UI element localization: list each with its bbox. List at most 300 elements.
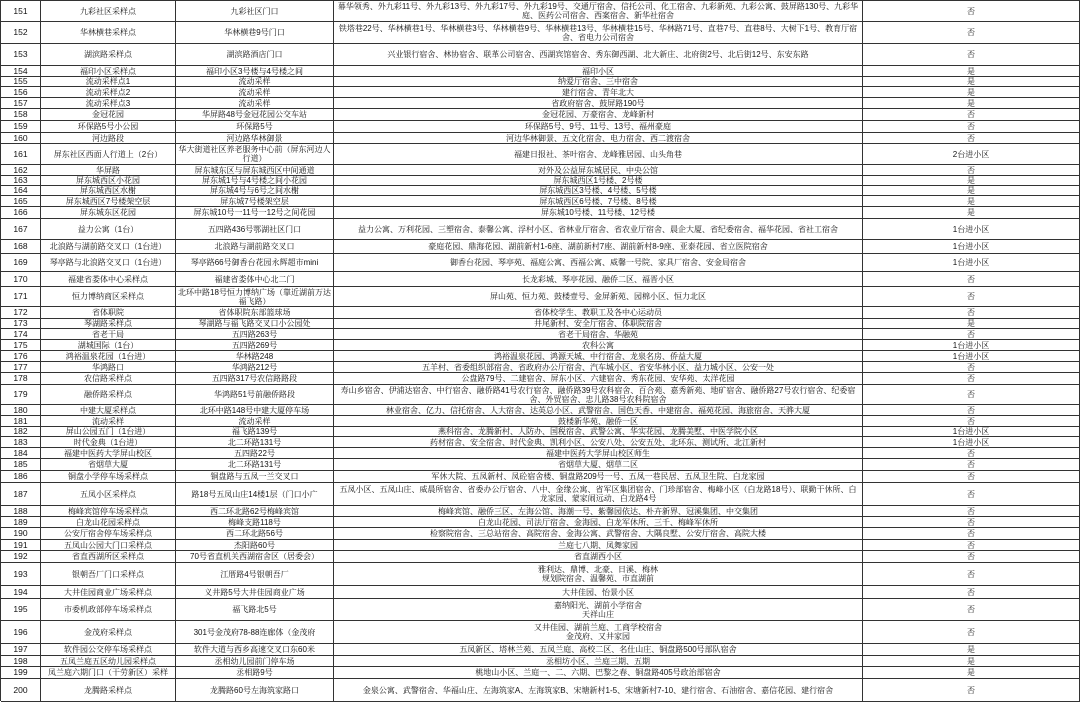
status-cell: 是 [863, 176, 1080, 186]
sampling-point-name: 时代金典（1台进） [41, 437, 176, 448]
row-number: 164 [1, 186, 41, 196]
coverage-area: 福建中医药大学屏山校区师生 [334, 448, 863, 459]
sampling-point-name: 益力公寓（1台） [41, 219, 176, 240]
row-number: 187 [1, 483, 41, 506]
coverage-area: 检察院宿舍、三总站宿舍、高院宿舍、金海公寓、武警宿舍、大隅良墅、公安厅宿舍、高院大楼 [334, 528, 863, 540]
coverage-area: 屏山苑、恒力苑、鼓楼壹号、金屏新苑、园棉小区、恒力北区 [334, 287, 863, 307]
sampling-point-address: 北二环路131号 [176, 459, 334, 471]
coverage-area: 鸿裕温泉花园、鸿源天城、中行宿舍、龙泉名房、侨益大厦 [334, 351, 863, 362]
coverage-area: 御香台花园、琴亭苑、福庭公寓、西福公寓、威馨一号院、家具厂宿舍、安金局宿舍 [334, 254, 863, 272]
sampling-point-name: 琴湖路采样点 [41, 319, 176, 329]
coverage-area: 屏东城10号楼、11号楼、12号楼 [334, 207, 863, 219]
table-row [1, 656, 1080, 667]
coverage-area: 环保路5号、9号、11号、13号、福州豪庭 [334, 121, 863, 133]
sampling-point-address: 福建省娄体中心北二门 [176, 272, 334, 287]
table-row [1, 77, 1080, 87]
status-cell: 1台进小区 [863, 351, 1080, 362]
coverage-area: 五凤新区、塔林兰苑、五凤兰庭、高校二区、名仕山庄、铜盘路500号部队宿舍 [334, 644, 863, 656]
sampling-point-name: 软件园公交停车场采样点 [41, 644, 176, 656]
status-cell: 是 [863, 667, 1080, 679]
sampling-point-name: 融侨路采样点 [41, 385, 176, 405]
sampling-point-address: 河边路华林御景 [176, 133, 334, 144]
row-number: 177 [1, 362, 41, 373]
status-cell: 1台进小区 [863, 219, 1080, 240]
table-row [1, 644, 1080, 656]
status-cell: 否 [863, 405, 1080, 416]
sampling-point-address: 省体职院东部篮球场 [176, 307, 334, 319]
sampling-point-name: 中建大厦采样点 [41, 405, 176, 416]
sampling-point-name: 屏山公园五门（1台进） [41, 427, 176, 437]
row-number: 198 [1, 656, 41, 667]
row-number: 166 [1, 207, 41, 219]
row-number: 182 [1, 427, 41, 437]
status-cell: 否 [863, 385, 1080, 405]
status-cell: 否 [863, 679, 1080, 702]
table-row [1, 471, 1080, 483]
status-cell: 否 [863, 586, 1080, 599]
status-cell: 否 [863, 121, 1080, 133]
status-cell: 否 [863, 517, 1080, 528]
status-cell: 否 [863, 44, 1080, 66]
status-cell: 否 [863, 373, 1080, 385]
row-number: 173 [1, 319, 41, 329]
status-cell: 是 [863, 87, 1080, 98]
sampling-point-name: 河边路段 [41, 133, 176, 144]
sampling-point-name: 屏东城西区小花园 [41, 176, 176, 186]
table-row [1, 586, 1080, 599]
sampling-point-address: 五四路263号 [176, 329, 334, 340]
table-row [1, 165, 1080, 176]
coverage-area: 鼓楼新华苑、融侨一区 [334, 416, 863, 427]
status-cell: 否 [863, 459, 1080, 471]
row-number: 178 [1, 373, 41, 385]
table-row [1, 121, 1080, 133]
row-number: 168 [1, 240, 41, 254]
table-row [1, 483, 1080, 506]
coverage-area: 桃地山小区、兰庭一、二、六期、巴黎之春、铜盘路405号政治部宿舍 [334, 667, 863, 679]
sampling-point-name: 北浪路与湖前路交叉口（1台进） [41, 240, 176, 254]
sampling-point-name: 福建中医药大学屏山校区 [41, 448, 176, 459]
coverage-area: 兰庭七八期、凤舞家园 [334, 540, 863, 551]
coverage-area: 五羊村、省委组织部宿舍、省政府办公厅宿舍、汽车城小区、省安华林小区、益力城小区、公安一处 [334, 362, 863, 373]
table-row [1, 272, 1080, 287]
status-cell: 否 [863, 563, 1080, 586]
coverage-area: 又井佳园、湖前兰庭、工商学校宿舍 金茂府、又井家园 [334, 621, 863, 644]
coverage-area: 省政府宿舍、鼓屏路190号 [334, 98, 863, 109]
sampling-point-address: 屏东城10号一11号一12号之间花园 [176, 207, 334, 219]
table-row [1, 621, 1080, 644]
sampling-point-address: 北环中路148号中建大厦停车场 [176, 405, 334, 416]
sampling-point-address: 华林路248 [176, 351, 334, 362]
row-number: 200 [1, 679, 41, 702]
status-cell: 是 [863, 186, 1080, 196]
coverage-area: 金泉公寓、武警宿舍、华福山庄、左海筑家A、左海筑家B、宋塘新村1-5、宋塘新村7-10、建行宿舍、石油宿舍、嘉信花园、建行宿舍 [334, 679, 863, 702]
sampling-point-address: 屏东城4号与6号之间水榭 [176, 186, 334, 196]
row-number: 161 [1, 144, 41, 165]
sampling-point-address: 杰阳路60号 [176, 540, 334, 551]
sampling-point-name: 省直西湖所区采样点 [41, 551, 176, 563]
sampling-point-address: 龙腾路60号左海筑家路口 [176, 679, 334, 702]
status-cell: 否 [863, 528, 1080, 540]
sampling-point-name: 梅峰宾馆停车场采样点 [41, 506, 176, 517]
coverage-area: 军休大院、五凤新村、凤砼宿舍楼、铜盘路209号一号、五凤一巷民居、五凤卫生院、白龙家园 [334, 471, 863, 483]
coverage-area: 铁塔巷22号、华林横巷1号、华林横巷3号、华林横巷9号、华林横巷13号、华林横巷15号、华林路71号、直巷7号、直巷8号、大树下1号、教育厅宿舍、省电力公司宿舍 [334, 22, 863, 44]
sampling-point-name: 屏东城东区花园 [41, 207, 176, 219]
status-cell: 否 [863, 109, 1080, 121]
row-number: 156 [1, 87, 41, 98]
sampling-point-address: 屏东城7号楼架空层 [176, 196, 334, 207]
coverage-area: 益力公寓、万利花园、三塑宿舍、泰馨公寓、浮村小区、省林业厅宿舍、省农业厅宿舍、晨企大厦、省纪委宿舍、福华花园、省社工宿舍 [334, 219, 863, 240]
sampling-point-address: 70号省直机关西湖宿舍区（居委会） [176, 551, 334, 563]
table-row [1, 207, 1080, 219]
sampling-point-address: 流动采样 [176, 87, 334, 98]
status-cell: 是 [863, 207, 1080, 219]
row-number: 193 [1, 563, 41, 586]
status-cell: 否 [863, 1, 1080, 22]
table-row [1, 44, 1080, 66]
row-number: 165 [1, 196, 41, 207]
status-cell: 否 [863, 599, 1080, 621]
status-cell: 2台进小区 [863, 144, 1080, 165]
table-row [1, 667, 1080, 679]
row-number: 160 [1, 133, 41, 144]
row-number: 194 [1, 586, 41, 599]
sampling-point-name: 福印小区采样点 [41, 66, 176, 77]
table-row [1, 144, 1080, 165]
sampling-point-address: 屏东城东区与屏东城西区中间通道 [176, 165, 334, 176]
table-row [1, 551, 1080, 563]
status-cell: 否 [863, 506, 1080, 517]
sampling-point-name: 五凤山公园大门口采样点 [41, 540, 176, 551]
table-row [1, 22, 1080, 44]
row-number: 169 [1, 254, 41, 272]
coverage-area: 建行宿舍、青年北大 [334, 87, 863, 98]
coverage-area: 农科公寓 [334, 340, 863, 351]
table-row [1, 351, 1080, 362]
status-cell: 是 [863, 196, 1080, 207]
table-row [1, 98, 1080, 109]
status-cell: 是 [863, 98, 1080, 109]
row-number: 157 [1, 98, 41, 109]
status-cell: 1台进小区 [863, 427, 1080, 437]
sampling-point-name: 省体职院 [41, 307, 176, 319]
coverage-area: 长龙彩城、琴亭花园、融侨二区、福晋小区 [334, 272, 863, 287]
sampling-point-address: 丞相路9号 [176, 667, 334, 679]
sampling-point-name: 鸿裕温泉花园（1台进） [41, 351, 176, 362]
sampling-point-name: 银朝吾厂门口采样点 [41, 563, 176, 586]
row-number: 191 [1, 540, 41, 551]
sampling-point-address: 流动采样 [176, 77, 334, 87]
status-cell: 是 [863, 319, 1080, 329]
table-row [1, 362, 1080, 373]
sampling-point-name: 流动采样点2 [41, 87, 176, 98]
coverage-area: 林业宿舍、亿力、信托宿舍、人大宿舍、达英总小区、武警宿舍、国色天香、中建宿舍、福苑花园、海旅宿舍、天骅大厦 [334, 405, 863, 416]
coverage-area: 省烟草大厦、烟草二区 [334, 459, 863, 471]
coverage-area: 对外及公益屏东城居民、中央公馆 [334, 165, 863, 176]
sampling-point-name: 大井佳园商业广场采样点 [41, 586, 176, 599]
coverage-area: 大井佳园、怡景小区 [334, 586, 863, 599]
row-number: 159 [1, 121, 41, 133]
table-row [1, 1, 1080, 22]
sampling-point-name: 农信路采样点 [41, 373, 176, 385]
table-row [1, 109, 1080, 121]
sampling-point-address: 北浪路与湖前路交叉口 [176, 240, 334, 254]
sampling-point-address: 湖滨路酒店门口 [176, 44, 334, 66]
status-cell: 否 [863, 307, 1080, 319]
status-cell: 是 [863, 77, 1080, 87]
row-number: 158 [1, 109, 41, 121]
table-row [1, 176, 1080, 186]
table-row [1, 427, 1080, 437]
sampling-point-address: 流动采样 [176, 416, 334, 427]
row-number: 162 [1, 165, 41, 176]
sampling-point-name: 省老干局 [41, 329, 176, 340]
status-cell: 否 [863, 551, 1080, 563]
coverage-area: 豪庭花园、鼎海花园、湖前新村1-6座、湖前新村7座、湖前新村8-9座、亚泰花园、省立医院宿舍 [334, 240, 863, 254]
sampling-point-name: 铜盘小学停车场采样点 [41, 471, 176, 483]
coverage-area: 屏东城西区3号楼、4号楼、5号楼 [334, 186, 863, 196]
sampling-point-address: 路18号五凤山庄14楼1层（门口小广 [176, 483, 334, 506]
row-number: 152 [1, 22, 41, 44]
row-number: 195 [1, 599, 41, 621]
sampling-point-address: 软件大道与西乡高速交叉口东60米 [176, 644, 334, 656]
coverage-area: 省体校学生、教职工及各中心运动员 [334, 307, 863, 319]
sampling-point-address: 华屏路48号金冠花园公交车站 [176, 109, 334, 121]
row-number: 153 [1, 44, 41, 66]
sampling-point-address: 北环中路18号恒力博纳广场（靠近湖前万达福飞路） [176, 287, 334, 307]
sampling-point-address: 丞相幼儿园前门停车场 [176, 656, 334, 667]
row-number: 181 [1, 416, 41, 427]
sampling-point-name: 凤兰庭六期门口（干劳新区）采样 [41, 667, 176, 679]
sampling-point-name: 湖城国际（1台） [41, 340, 176, 351]
table-row [1, 448, 1080, 459]
table-row [1, 528, 1080, 540]
sampling-point-address: 义井路5号大井佳园商业广场 [176, 586, 334, 599]
coverage-area: 井尾新村、安全厅宿舍、体职院宿舍 [334, 319, 863, 329]
sampling-point-name: 白龙山花园采样点 [41, 517, 176, 528]
coverage-area: 福建日报社、茶叶宿舍、龙峰雅居园、山头角巷 [334, 144, 863, 165]
row-number: 175 [1, 340, 41, 351]
row-number: 199 [1, 667, 41, 679]
sampling-point-name: 华林横巷采样点 [41, 22, 176, 44]
row-number: 192 [1, 551, 41, 563]
row-number: 155 [1, 77, 41, 87]
row-number: 190 [1, 528, 41, 540]
sampling-point-address: 流动采样 [176, 98, 334, 109]
coverage-area: 省直湖西小区 [334, 551, 863, 563]
sampling-point-address: 华鸿路212号 [176, 362, 334, 373]
sampling-point-name: 福建省娄体中心采样点 [41, 272, 176, 287]
table-row [1, 437, 1080, 448]
sampling-point-address: 华大街道社区养老服务中心前（屏东河边人行道） [176, 144, 334, 165]
sampling-point-name: 琴亭路与北浪路交叉口（1台进） [41, 254, 176, 272]
sampling-point-name: 五凤兰庭五区幼儿园采样点 [41, 656, 176, 667]
table-row [1, 319, 1080, 329]
status-cell: 1台进小区 [863, 340, 1080, 351]
coverage-area: 燕科宿舍、龙腾新村、人防办、国税宿舍、武警公寓、华实花园、龙腾美墅、中医学院小区 [334, 427, 863, 437]
row-number: 174 [1, 329, 41, 340]
sampling-point-name: 金茂府采样点 [41, 621, 176, 644]
sampling-point-address: 西二环北路56号 [176, 528, 334, 540]
coverage-area: 河边华林御景、五文化宿舍、电力宿舍、西二渡宿舍 [334, 133, 863, 144]
sampling-point-address: 北二环路131号 [176, 437, 334, 448]
table-row [1, 459, 1080, 471]
sampling-point-name: 五凤小区采样点 [41, 483, 176, 506]
row-number: 154 [1, 66, 41, 77]
table-row [1, 340, 1080, 351]
sampling-point-name: 金冠花园 [41, 109, 176, 121]
sampling-point-address: 301号金茂府78-88连廊体（金茂府 [176, 621, 334, 644]
row-number: 183 [1, 437, 41, 448]
sampling-point-name: 公安厅宿舍停车场采样点 [41, 528, 176, 540]
sampling-point-address: 琴亭路66号御香台花园永辉超市mini [176, 254, 334, 272]
sampling-point-name: 华屏路 [41, 165, 176, 176]
table-row [1, 385, 1080, 405]
table-row [1, 517, 1080, 528]
status-cell: 否 [863, 22, 1080, 44]
status-cell: 否 [863, 448, 1080, 459]
sampling-point-name: 九彩社区采样点 [41, 1, 176, 22]
row-number: 176 [1, 351, 41, 362]
status-cell: 是 [863, 656, 1080, 667]
sampling-point-name: 流动采样 [41, 416, 176, 427]
sampling-point-name: 环保路5号小公园 [41, 121, 176, 133]
sampling-point-address: 江厝路4号银朝吾厂 [176, 563, 334, 586]
table-row [1, 133, 1080, 144]
row-number: 197 [1, 644, 41, 656]
status-cell: 否 [863, 133, 1080, 144]
sampling-point-address: 环保路5号 [176, 121, 334, 133]
table-row [1, 186, 1080, 196]
status-cell: 否 [863, 287, 1080, 307]
table-row [1, 66, 1080, 77]
sampling-point-address: 五四路317号农信路路段 [176, 373, 334, 385]
status-cell: 是 [863, 644, 1080, 656]
row-number: 171 [1, 287, 41, 307]
coverage-area: 省老干局宿舍、华融苑 [334, 329, 863, 340]
sampling-point-name: 省烟草大厦 [41, 459, 176, 471]
status-cell: 否 [863, 483, 1080, 506]
table-row [1, 599, 1080, 621]
sampling-point-address: 琴湖路与福飞路交叉口小公园处 [176, 319, 334, 329]
coverage-area: 金冠花园、万豪宿舍、龙峰新村 [334, 109, 863, 121]
status-cell: 否 [863, 165, 1080, 176]
sampling-point-address: 梅峰支路118号 [176, 517, 334, 528]
table-row [1, 563, 1080, 586]
coverage-area: 兴业银行宿舍、林协宿舍、联革公司宿舍、西湖宾馆宿舍、秀东御西湖、北大新庄、北府街2号、北后街12号、东安东路 [334, 44, 863, 66]
table-row [1, 679, 1080, 702]
row-number: 163 [1, 176, 41, 186]
table-row [1, 405, 1080, 416]
sampling-point-address: 华鸿路51号前融侨路段 [176, 385, 334, 405]
row-number: 189 [1, 517, 41, 528]
sampling-point-address: 福飞路139号 [176, 427, 334, 437]
row-number: 170 [1, 272, 41, 287]
coverage-area: 纳爱厅宿舍、三中宿舍 [334, 77, 863, 87]
status-cell: 否 [863, 540, 1080, 551]
coverage-area: 五凤小区、五凤山庄、威晨所宿舍、省委办公厅宿舍、八中、金缘公寓、省军区集团宿舍、门珍部宿舍、梅峰小区（白龙路18号）、联勤干休所、白龙家园、蒙家闹远动、白龙路4号 [334, 483, 863, 506]
row-number: 184 [1, 448, 41, 459]
sampling-point-name: 湖滨路采样点 [41, 44, 176, 66]
sampling-point-address: 五四路269号 [176, 340, 334, 351]
status-cell: 1台进小区 [863, 437, 1080, 448]
table-row [1, 307, 1080, 319]
table-row [1, 373, 1080, 385]
coverage-area: 丞相坊小区、兰庭三期、五期 [334, 656, 863, 667]
sampling-point-address: 五四路436号鄂湖社区门口 [176, 219, 334, 240]
table-row [1, 329, 1080, 340]
sampling-point-address: 九彩社区门口 [176, 1, 334, 22]
status-cell: 是 [863, 66, 1080, 77]
sampling-point-name: 恒力博纳商区采样点 [41, 287, 176, 307]
coverage-area: 公盘路79号、二建宿舍、屏东小区、六建宿舍、秀东花园、安华苑、太洋花园 [334, 373, 863, 385]
table-row [1, 287, 1080, 307]
sampling-point-name: 流动采样点1 [41, 77, 176, 87]
sampling-point-name: 屏东城西区7号楼架空层 [41, 196, 176, 207]
status-cell: 否 [863, 471, 1080, 483]
table-row [1, 196, 1080, 207]
sampling-point-address: 西二环北路62号梅峰宾馆 [176, 506, 334, 517]
row-number: 172 [1, 307, 41, 319]
coverage-area: 屏东城西区1号楼、2号楼 [334, 176, 863, 186]
row-number: 151 [1, 1, 41, 22]
sampling-point-address: 屏东城1号与4号楼之间小花园 [176, 176, 334, 186]
row-number: 185 [1, 459, 41, 471]
sampling-point-name: 华鸿路口 [41, 362, 176, 373]
sampling-point-name: 流动采样点3 [41, 98, 176, 109]
sampling-point-name: 市委机政部停车场采样点 [41, 599, 176, 621]
sampling-point-address: 铜盘路与五凤一兰交叉口 [176, 471, 334, 483]
status-cell: 否 [863, 621, 1080, 644]
status-cell: 否 [863, 272, 1080, 287]
coverage-area: 寿山乡宿舍、伊浦达宿舍、中行宿舍、融侨路41号农行宿舍、融侨路39号农科宿舍、百合苑、嘉秀新苑、地矿宿舍、融侨路27号农行宿舍、纪委宿舍、外贸宿舍、忠儿路38号农科院宿舍 [334, 385, 863, 405]
sampling-point-address: 华林横巷9号门口 [176, 22, 334, 44]
row-number: 186 [1, 471, 41, 483]
status-cell: 1台进小区 [863, 240, 1080, 254]
sampling-point-address: 福印小区3号楼与4号楼之间 [176, 66, 334, 77]
sampling-point-name: 屏东社区西面人行道上（2台） [41, 144, 176, 165]
sampling-point-address: 五四路22号 [176, 448, 334, 459]
coverage-area: 白龙山花园、司法厅宿舍、金海园、白龙军休所、三千、梅峰军休所 [334, 517, 863, 528]
status-cell: 否 [863, 416, 1080, 427]
coverage-area: 福印小区 [334, 66, 863, 77]
table-row [1, 506, 1080, 517]
table-row [1, 219, 1080, 240]
table-row [1, 87, 1080, 98]
table-row [1, 416, 1080, 427]
sampling-point-name: 龙腾路采样点 [41, 679, 176, 702]
table-row [1, 254, 1080, 272]
coverage-area: 梅峰宾馆、融侨三区、左海公馆、海潮一号、紫馨园依达、朴卉新界、冠溪集团、中交集团 [334, 506, 863, 517]
coverage-area: 嘉纳阳光、湖前小学宿舍 天祥山庄 [334, 599, 863, 621]
row-number: 180 [1, 405, 41, 416]
table-row [1, 540, 1080, 551]
coverage-area: 药材宿舍、安全宿舍、时代金典、凯利小区、公安八处、公安五处、北环东、测试所、北江新村 [334, 437, 863, 448]
row-number: 196 [1, 621, 41, 644]
sampling-point-address: 福飞路北5号 [176, 599, 334, 621]
row-number: 188 [1, 506, 41, 517]
coverage-area: 雅利达、鼎博、北豪、日溪、梅林 规划院宿舍、温馨苑、市直湖前 [334, 563, 863, 586]
row-number: 179 [1, 385, 41, 405]
status-cell: 否 [863, 329, 1080, 340]
coverage-area: 屏东城西区6号楼、7号楼、8号楼 [334, 196, 863, 207]
table-row [1, 240, 1080, 254]
status-cell: 否 [863, 362, 1080, 373]
status-cell: 1台进小区 [863, 254, 1080, 272]
coverage-area: 幕华领秀、外九彩11号、外九彩13号、外九彩17号、外九彩19号、交通厅宿舍、信托公司、化工宿舍、九彩新苑、九彩公寓、鼓屏路130号、九彩华庭、医药公司宿舍、西案宿舍、新华社宿舍 [334, 1, 863, 22]
row-number: 167 [1, 219, 41, 240]
sampling-point-name: 屏东城西区水榭 [41, 186, 176, 196]
